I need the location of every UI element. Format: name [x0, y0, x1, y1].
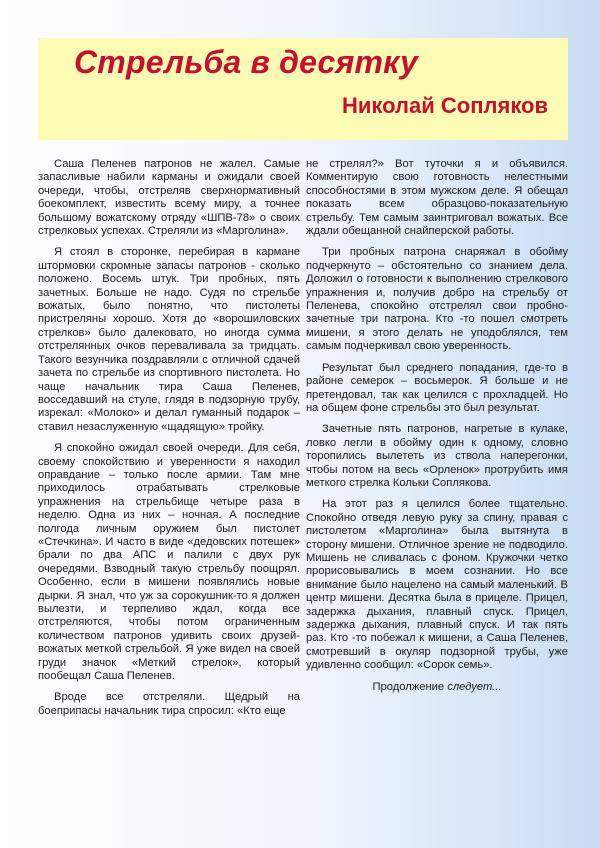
- right-column: [306, 158, 568, 694]
- paragraph: Три пробных патрона снаряжал в обойму подчеркнуто – обстоятельно со знанием дела. Доложил о готовности к выполнению стрелкового упражнения и, получив добро на стрельбу от Пеленева, спокойно отстрелял свои пробно- зачетные три патрона. Кто -то пошел смотреть мишени, я этого делать не уподоблялся, тем самым подчеркивал свою уверенность.: [306, 246, 568, 353]
- continuation-suffix: следует...: [447, 680, 502, 693]
- paragraph: Саша Пеленев патронов не жалел. Самые запасливые набили карманы и ожидали своей очереди, чтобы, отстреляв сверхнормативный боекомплект, известить всему миру, а точнее большому вожатскому отряду «ШПВ-78» о своих стрелковых успехах. Стреляли из «Марголина».: [38, 158, 300, 238]
- continuation-prefix: Продолжение: [372, 680, 448, 693]
- paragraph: Результат был среднего попадания, где-то в районе семерок – восьмерок. Я больше и не претендовал, так как целился с прохладцей. Но на общем фоне стрельбы это был результат.: [306, 361, 568, 414]
- paragraph: Я стоял в сторонке, перебирая в кармане штормовки скромные запасы патронов - сколько положено. Восемь штук. Три пробных, пять зачетных. Больше не надо. Судя по стрельбе вожатых, было понятно, что пистолеты пристреляны хорошо. Хотя до «ворошиловских стрелков» было далековато, но иногда сумма отстрелянных очков переваливала за тридцать. Такого везунчика поздравляли с отличной сдачей зачета по стрельбе из спортивного пистолета. Но чаще начальник тира Саша Пеленев, восседавший на стуле, глядя в подзорную трубу, изрекал: «Молоко» и делал гуманный подарок – ставил незаслуженную «щадящую» тройку.: [38, 246, 300, 433]
- paragraph: Я спокойно ожидал своей очереди. Для себя, своему спокойствию и уверенности я находил оправдание – только после армии. Там мне приходилось отрабатывать стрелковые упражнения на стрельбище четыре раза в неделю. Одна из них – ночная. А последние полгода личным оружием был пистолет «Стечкина». И часто в виде «дедовских потешек» брали по два АПС и палили с двух рук очередями. Взводный такую стрельбу поощрял. Особенно, если в мишени появлялись новые дырки. Я знал, что уж за сорокушник-то я должен вылезти, и терпеливо ждал, когда все отстреляются, чтобы потом ограниченным количеством патронов удивить своих друзей-вожатых меткой стрельбой. Я уже видел на своей груди значок «Меткий стрелок», который пообещал Саша Пеленев.: [38, 442, 300, 683]
- paragraph: не стрелял?» Вот туточки я и объявился. Комментирую свою готовность нелестными способностями в этом мужском деле. Я обещал показать всем образцово-показательную стрельбу. Тем самым заинтриговал вожатых. Все ждали обещанной снайперской работы.: [306, 158, 568, 238]
- title-banner: [38, 38, 568, 140]
- author-name: Николай Сопляков: [342, 93, 548, 118]
- paragraph: Вроде все отстреляли. Щедрый на боеприпасы начальник тира спросил: «Кто еще: [38, 691, 300, 717]
- paragraph: Зачетные пять патронов, нагретые в кулаке, ловко легли в обойму один к одному, словно торопились вылететь из ствола наперегонки, чтобы потом на весь «Орленок» протрубить имя меткого стрелка Кольки Соплякова.: [306, 423, 568, 489]
- left-column: [38, 158, 300, 726]
- paragraph: На этот раз я целился более тщательно. Спокойно отведя левую руку за спину, правая с пистолетом «Марголина» была вытянута в сторону мишени. Отличное зрение не подводило. Мишень не сливалась с фоном. Кружочки четко прорисовывались в моем сознании. Но все внимание было нацелено на самый маленький. В центр мишени. Десятка была в прицеле. Прицел, задержка дыхания, плавный спуск. Прицел, задержка дыхания, плавный спуск. И так пять раз. Кто -то побежал к мишени, а Саша Пеленев, смотревший в окуляр подзорной трубы, уже удивленно сообщил: «Сорок семь».: [306, 498, 568, 672]
- article-title: Стрельба в десятку: [74, 44, 418, 80]
- continuation-note: [306, 681, 568, 694]
